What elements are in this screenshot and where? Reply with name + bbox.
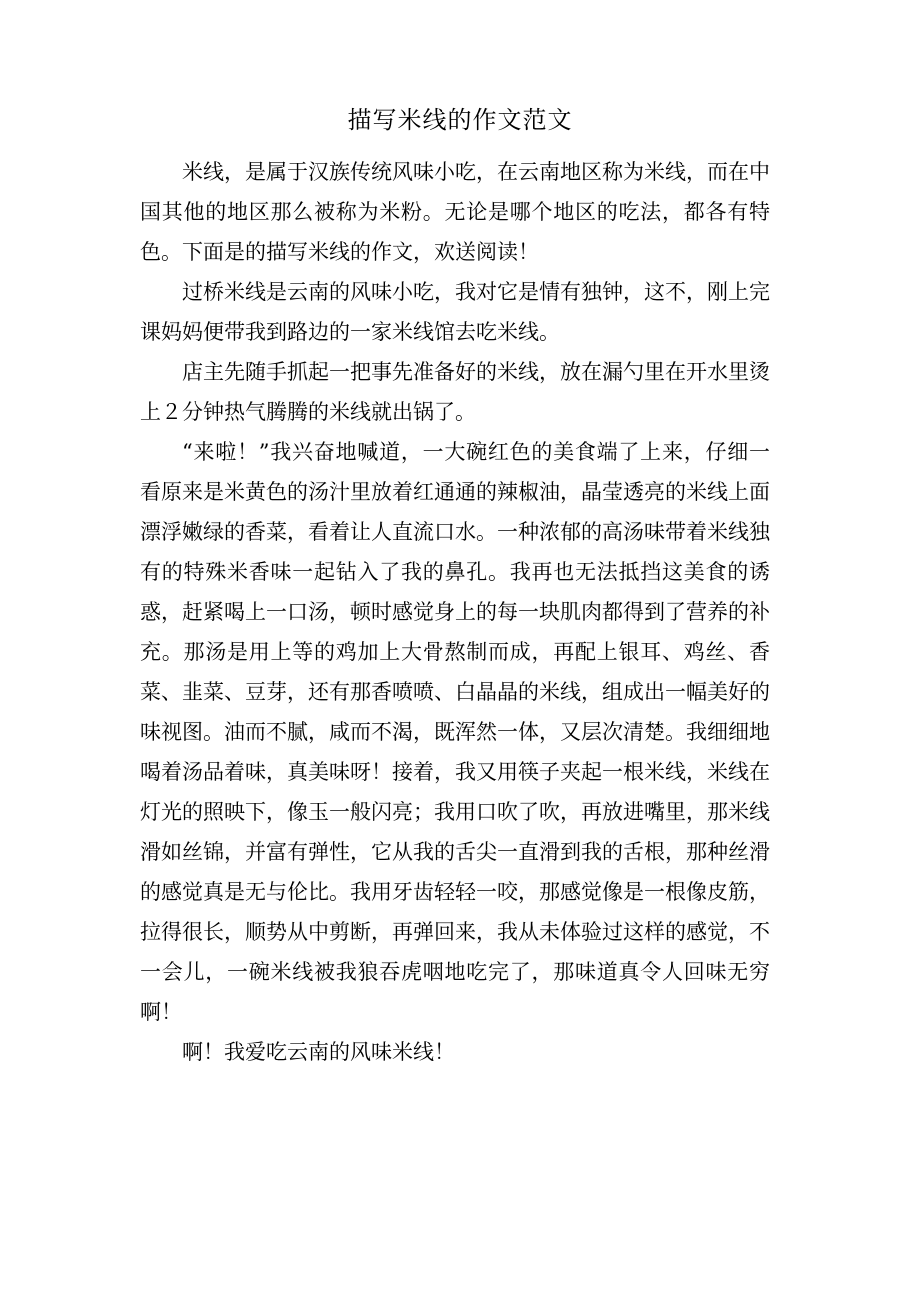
paragraph-guoqiao: 过桥米线是云南的风味小吃，我对它是情有独钟，这不，刚上完课妈妈便带我到路边的一家米线馆去吃米线。 (140, 280, 770, 344)
document-title: 描写米线的作文范文 (347, 106, 573, 134)
paragraph-tasting: “来啦！”我兴奋地喊道，一大碗红色的美食端了上来，仔细一看原来是米黄色的汤汁里放着红通通的辣椒油，晶莹透亮的米线上面漂浮嫩绿的香菜，看着让人直流口水。一种浓郁的高汤味带着米线独有的特殊米香味一起钻入了我的鼻孔。我再也无法抵挡这美食的诱惑，赶紧喝上一口汤，顿时感觉身上的每一块肌肉都得到了营养的补充。那汤是用上等的鸡加上大骨熬制而成，再配上银耳、鸡丝、香菜、韭菜、豆芽，还有那香喷喷、白晶晶的米线，组成出一幅美好的味视图。油而不腻，咸而不渴，既浑然一体，又层次清楚。我细细地喝着汤品着味，真美味呀！接着，我又用筷子夹起一根米线，米线在灯光的照映下，像玉一般闪亮；我用口吹了吹，再放进嘴里，那米线滑如丝锦，并富有弹性，它从我的舌尖一直滑到我的舌根，那种丝滑的感觉真是无与伦比。我用牙齿轻轻一咬，那感觉像是一根像皮筋，拉得很长，顺势从中剪断，再弹回来，我从未体验过这样的感觉，不一会儿，一碗米线被我狼吞虎咽地吃完了，那味道真令人回味无穷啊！ (140, 440, 770, 1024)
paragraph-shopkeeper: 店主先随手抓起一把事先准备好的米线，放在漏勺里在开水里烫上２分钟热气腾腾的米线就出锅了。 (140, 360, 770, 424)
paragraph-conclusion: 啊！我爱吃云南的风味米线！ (182, 1040, 455, 1064)
paragraph-intro: 米线，是属于汉族传统风味小吃，在云南地区称为米线，而在中国其他的地区那么被称为米粉。无论是哪个地区的吃法，都各有特色。下面是的描写米线的作文，欢送阅读！ (140, 160, 770, 264)
document-body (140, 152, 770, 1072)
